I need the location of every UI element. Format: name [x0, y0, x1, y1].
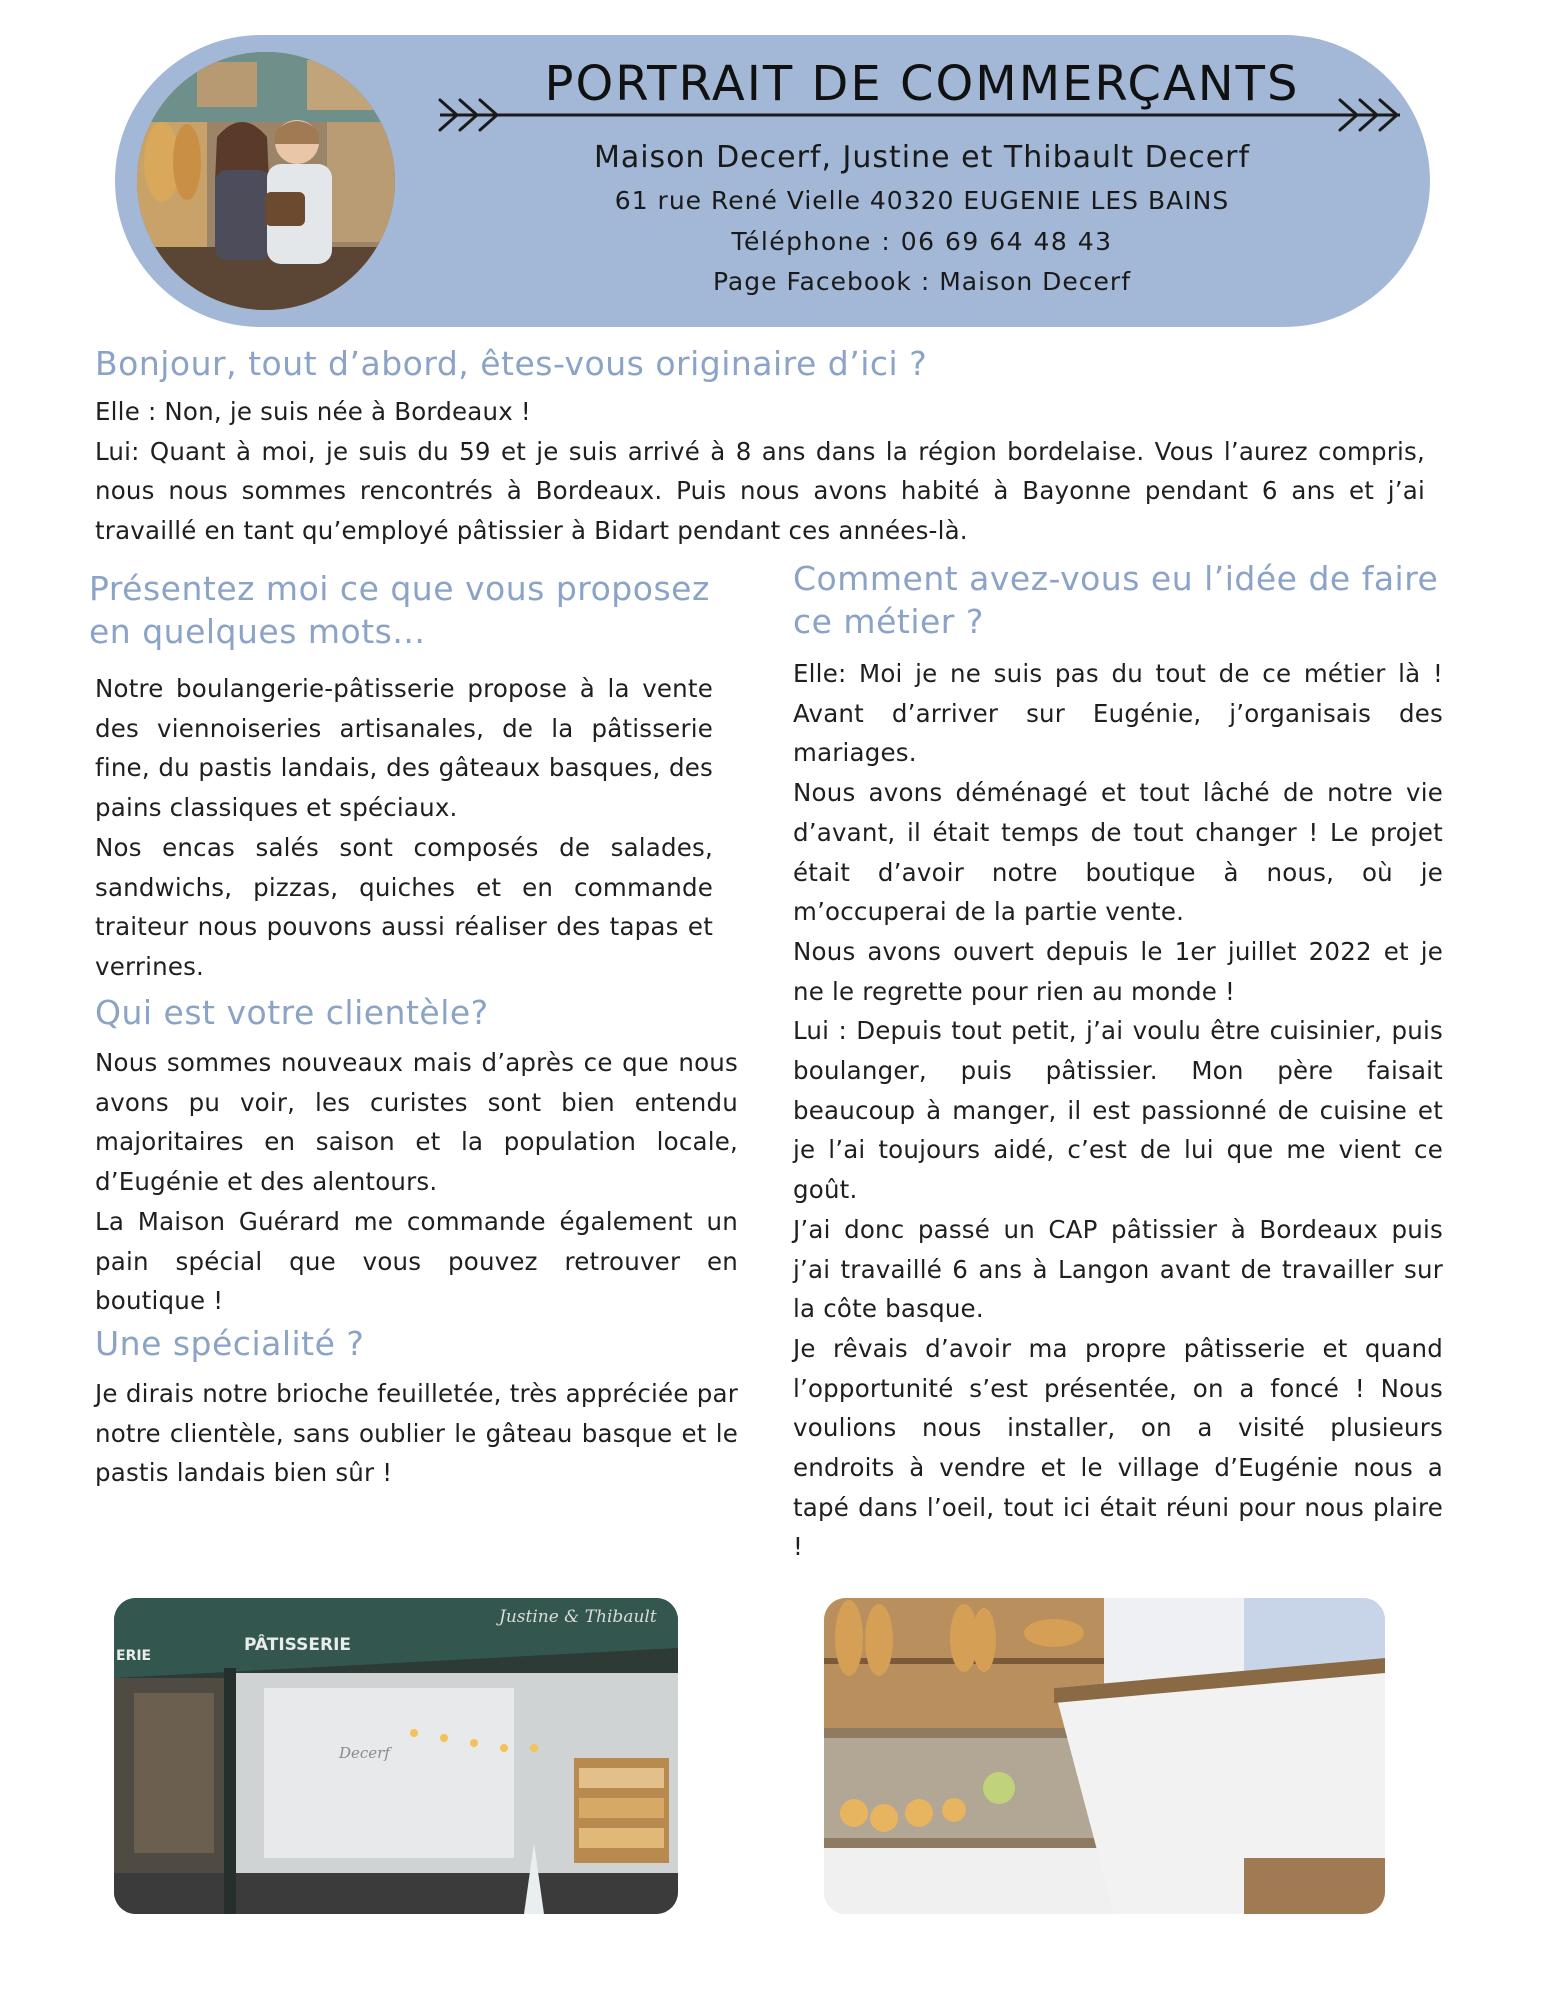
shop-facebook: Page Facebook : Maison Decerf: [712, 267, 1132, 296]
answer-speciality: [95, 1374, 738, 1493]
storefront-photo: [114, 1598, 678, 1914]
arrow-rule-decoration: [435, 95, 1405, 135]
answer-idea-p1: Elle: Moi je ne suis pas du tout de ce métier là ! Avant d’arriver sur Eugénie, j’organisais des mariages.: [793, 659, 1443, 768]
answer-offer-p2: Nos encas salés sont composés de salades, sandwichs, pizzas, quiches et en commande traiteur nous pouvons aussi réaliser des tapas et verrines.: [95, 832, 713, 981]
page-title: PORTRAIT DE COMMERÇANTS: [544, 56, 1300, 112]
intro-answer-elle: Elle : Non, je suis née à Bordeaux !: [95, 397, 531, 426]
answer-idea-p3: Nous avons ouvert depuis le 1er juillet 2022 et je ne le regrette pour rien au monde !: [793, 936, 1443, 1006]
answer-clientele-p2: La Maison Guérard me commande également un pain spécial que vous pouvez retrouver en boutique !: [95, 1206, 738, 1316]
shop-owners-line: Maison Decerf, Justine et Thibault Decerf: [593, 140, 1251, 175]
answer-idea-p2: Nous avons déménagé et tout lâché de notre vie d’avant, il était temps de tout changer ! Le projet était d’avoir notre boutique à nous, où je m’occuperai de la partie vente.: [793, 778, 1443, 927]
answer-idea: [793, 654, 1443, 1567]
owners-portrait-photo: [137, 52, 395, 310]
shop-interior-photo: [824, 1598, 1385, 1914]
intro-answer-lui: Lui: Quant à moi, je suis du 59 et je suis arrivé à 8 ans dans la région bordelaise. Vous l’aurez compris, nous nous sommes rencontrés à Bordeaux. Puis nous avons habité à Bayonne pendant 6 ans et j’ai travaillé en tant qu’employé pâtissier à Bidart pendant ces années-là.: [95, 436, 1425, 546]
answer-idea-p5: J’ai donc passé un CAP pâtissier à Bordeaux puis j’ai travaillé 6 ans à Langon avant de travailler sur la côte basque.: [793, 1214, 1443, 1324]
answer-clientele-p1: Nous sommes nouveaux mais d’après ce que nous avons pu voir, les curistes sont bien entendu majoritaires en saison et la population locale, d’Eugénie et des alentours.: [95, 1048, 738, 1197]
answer-speciality-p1: Je dirais notre brioche feuilletée, très appréciée par notre clientèle, sans oublier le gâteau basque et le pastis landais bien sûr !: [95, 1379, 738, 1488]
answer-offer: [95, 669, 713, 987]
storefront-sign-text: PÂTISSERIE: [244, 1635, 352, 1655]
answer-idea-p4: Lui : Depuis tout petit, j’ai voulu être cuisinier, puis boulanger, puis pâtissier. Mon père faisait beaucoup à manger, il est passionné de cuisine et je l’ai toujours aidé, c’est de lui que me vient ce goût.: [793, 1016, 1443, 1205]
storefront-script-text: Justine & Thibault: [499, 1607, 657, 1627]
answer-idea-p6: Je rêvais d’avoir ma propre pâtisserie et quand l’opportunité s’est présentée, on a foncé ! Nous voulions nous installer, on a visité plusieurs endroits à vendre et le village d’Eugénie nous a tapé dans l’oeil, tout ici était réuni pour nous plaire !: [793, 1333, 1443, 1562]
question-offer: Présentez moi ce que vous proposez en quelques mots...: [89, 569, 710, 651]
window-logo-text: Decerf: [339, 1744, 390, 1762]
shop-phone: Téléphone : 06 69 64 48 43: [731, 227, 1113, 256]
question-speciality: Une spécialité ?: [95, 1324, 365, 1363]
question-clientele: Qui est votre clientèle?: [95, 993, 489, 1032]
intro-question: Bonjour, tout d’abord, êtes-vous originaire d’ici ?: [95, 344, 928, 383]
intro-answer: [95, 392, 1425, 551]
storefront-sign-left-text: ERIE: [116, 1648, 152, 1664]
answer-offer-p1: Notre boulangerie-pâtisserie propose à la vente des viennoiseries artisanales, de la pâtisserie fine, du pastis landais, des gâteaux basques, des pains classiques et spéciaux.: [95, 674, 713, 823]
answer-clientele: [95, 1043, 738, 1321]
shop-address: 61 rue René Vielle 40320 EUGENIE LES BAINS: [614, 186, 1230, 215]
question-idea: Comment avez-vous eu l’idée de faire ce métier ?: [793, 559, 1439, 641]
